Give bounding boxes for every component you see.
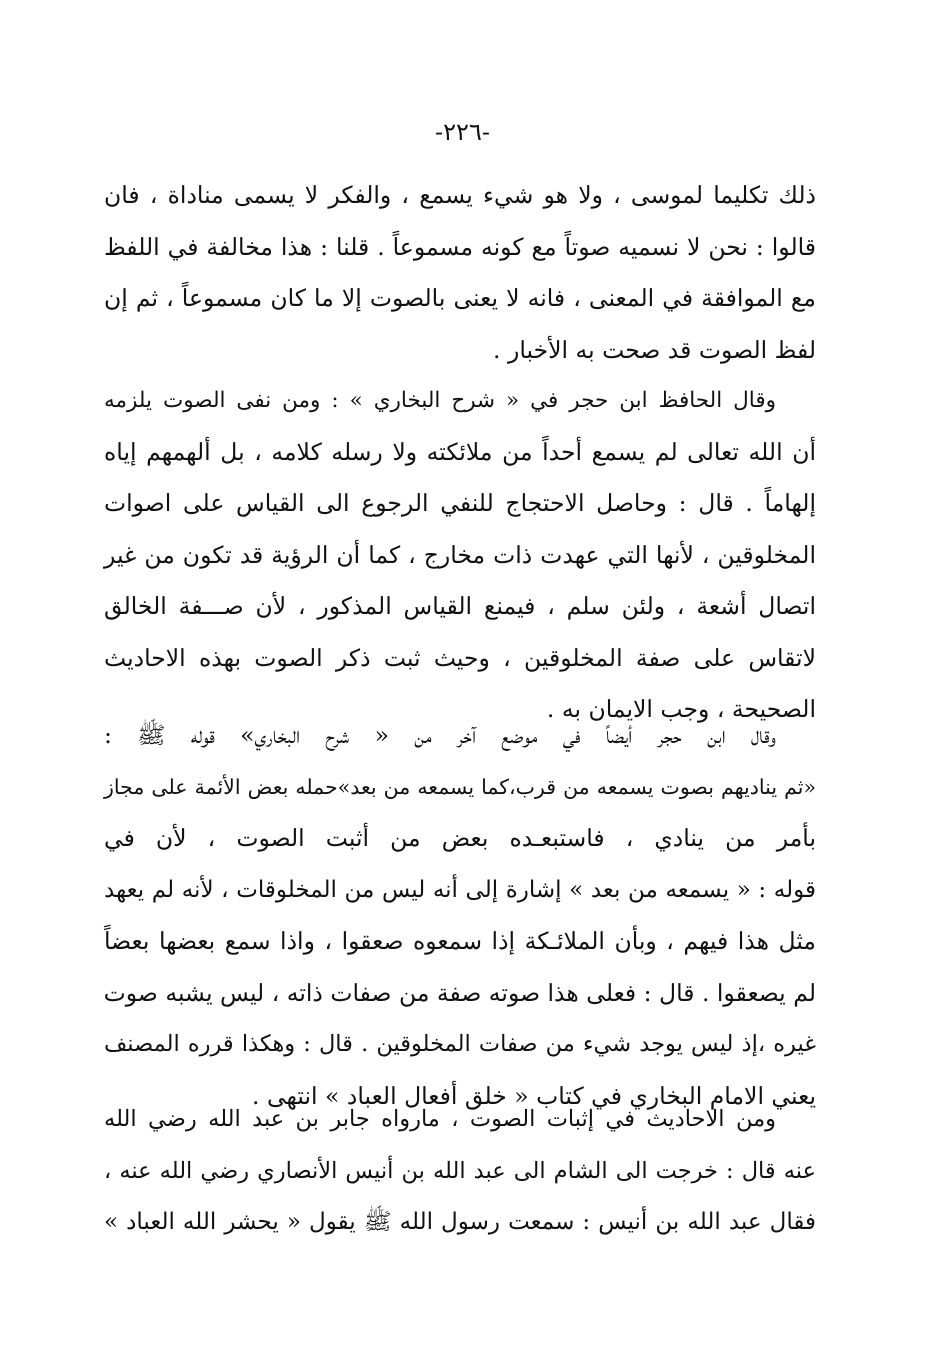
paragraph-1 [104, 170, 816, 376]
text-line: فقال عبد الله بن أنيس : سمعت رسول الله ﷺ يقول « يحشر الله العباد » [104, 1209, 816, 1235]
text-line: ذلك تكليما لموسى ، ولا هو شيء يسمع ، والفكر لا يسمى مناداة ، فان [104, 181, 816, 209]
text-line: بأمر من ينادي ، فاستبعـده بعض من أثبت الصوت ، لأن في [104, 824, 816, 852]
text-line: قالوا : نحن لا نسميه صوتاً مع كونه مسموعاً . قلنا : هذا مخالفة في اللفظ [104, 232, 816, 261]
paragraph-3 [104, 710, 816, 1122]
text-line: وقال الحافظ ابن حجر في « شرح البخاري » : ومن نفى الصوت يلزمه [104, 388, 776, 413]
text-line: إلهاماً . قال : وحاصل الاحتجاج للنفي الرجوع الى القياس على اصوات [104, 489, 816, 517]
text-line: المخلوقين ، لأنها التي عهدت ذات مخارج ، كما أن الرؤية قد تكون من غير [104, 540, 816, 569]
text-line: أن الله تعالى لم يسمع أحداً من ملائكته ولا رسله كلامه ، بل ألهمهم إياه [104, 437, 816, 466]
text-line: يعني الامام البخاري في كتاب « خلق أفعال العباد » انتهى . [252, 1081, 816, 1110]
text-line: الصحيحة ، وجب الايمان به . [546, 695, 816, 723]
text-line: مثل هذا فيهم ، وبأن الملائـكة إذا سمعوه صعقوا ، واذا سمع بعضها بعضاً [104, 927, 817, 955]
text-line: وقال ابن حجر أيضاً في موضع آخر من « شرح البخاري» قوله ﷺ : [104, 721, 776, 749]
text-line: غيره ،إذ ليس يوجد شيء من صفات المخلوقين . قال : وهكذا قرره المصنف [104, 1031, 816, 1057]
text-line: مع الموافقة في المعنى ، فانه لا يعنى بالصوت إلا ما كان مسموعاً ، ثم إن [104, 284, 816, 312]
page-number: -٢٢٦- [435, 118, 490, 146]
text-line: اتصال أشعة ، ولئن سلم ، فيمنع القياس المذكور ، لأن صـــفة الخالق [104, 592, 816, 620]
paragraph-4 [104, 1094, 816, 1249]
text-line: «ثم يناديهم بصوت يسمعه من قرب،كما يسمعه من بعد»حمله بعض الأئمة على مجاز [104, 774, 816, 799]
text-line: لاتقاس على صفة المخلوقين ، وحيث ثبت ذكر الصوت بهذه الاحاديث [104, 643, 816, 672]
text-line: ومن الاحاديث في إثبات الصوت ، مارواه جابر بن عبد الله رضي الله [104, 1106, 776, 1132]
text-line: عنه قال : خرجت الى الشام الى عبد الله بن أنيس الأنصاري رضي الله عنه ، [104, 1157, 817, 1184]
paragraph-2 [104, 375, 816, 736]
text-line: لفظ الصوت قد صحت به الأخبار . [493, 335, 816, 364]
text-line: قوله : « يسمعه من بعد » إشارة إلى أنه ليس من المخلوقات ، لأنه لم يعهد [104, 876, 816, 903]
text-line: لم يصعقوا . قال : فعلى هذا صوته صفة من صفات ذاته ، ليس يشبه صوت [103, 978, 816, 1007]
